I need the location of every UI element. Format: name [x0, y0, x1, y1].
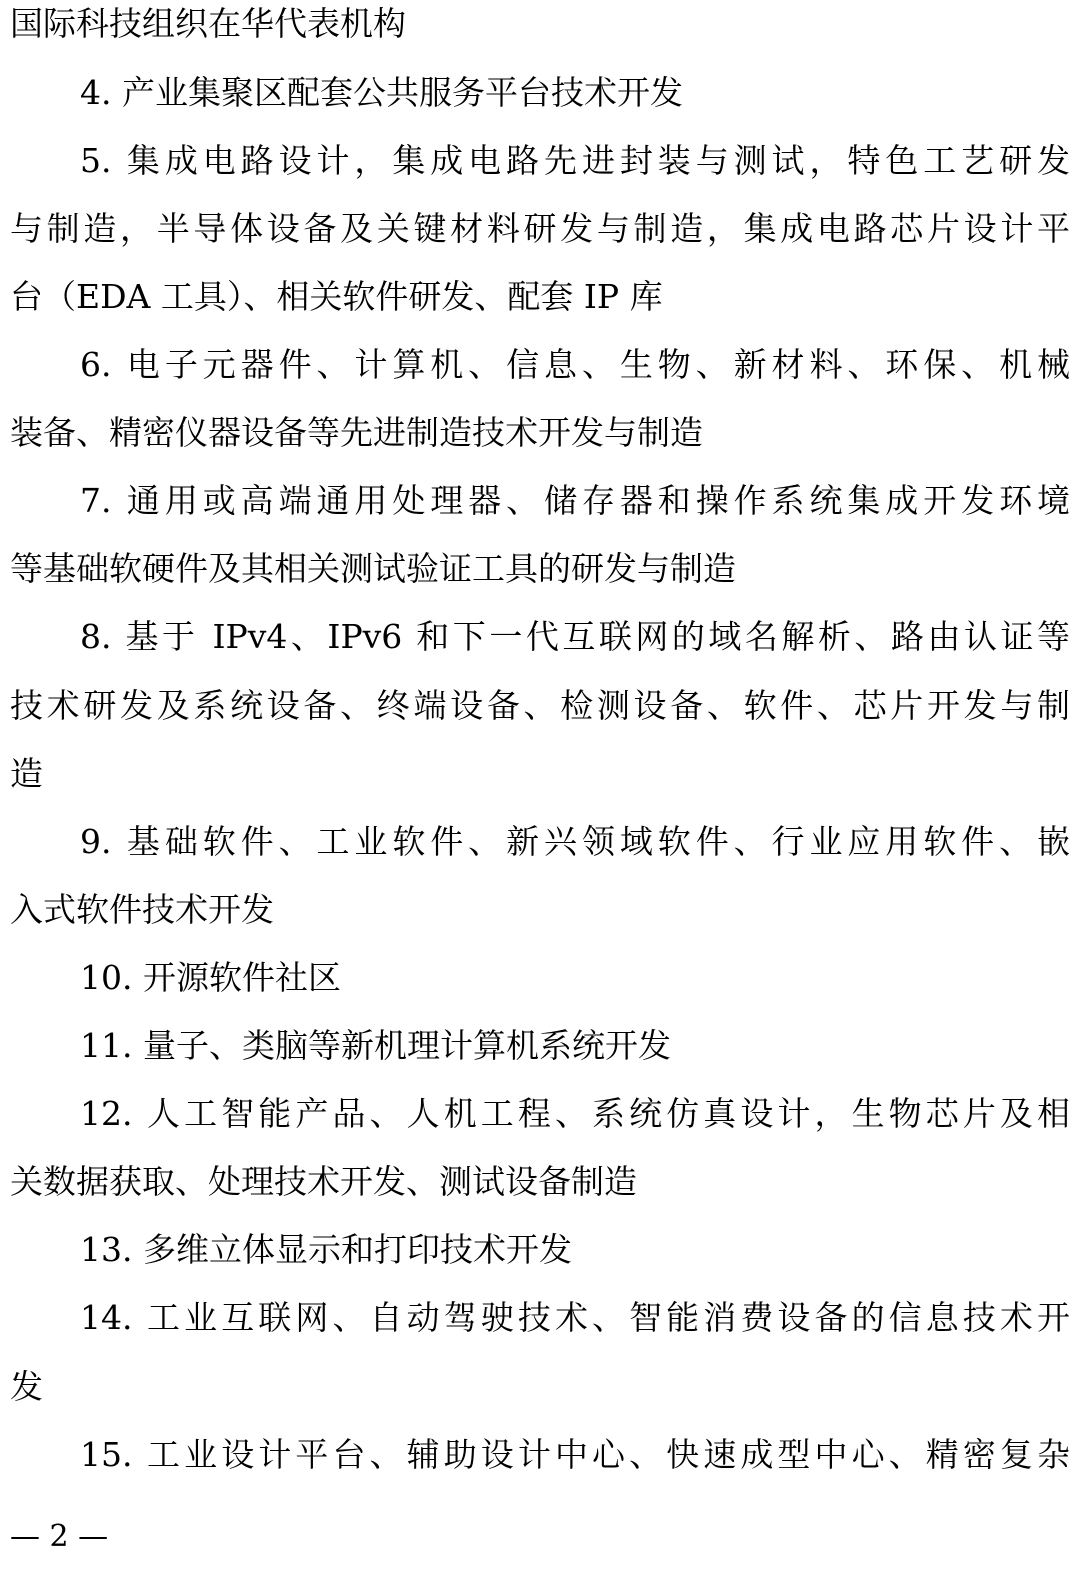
- text-line-14: 入式软件技术开发: [10, 890, 274, 929]
- text-line-3: 5. 集成电路设计，集成电路先进封装与测试，特色工艺研发: [80, 141, 1070, 180]
- text-line-8: 7. 通用或高端通用处理器、储存器和操作系统集成开发环境: [80, 481, 1070, 520]
- text-line-22: 15. 工业设计平台、辅助设计中心、快速成型中心、精密复杂: [80, 1435, 1070, 1474]
- text-line-16: 11. 量子、类脑等新机理计算机系统开发: [80, 1026, 671, 1065]
- text-line-7: 装备、精密仪器设备等先进制造技术开发与制造: [10, 413, 703, 452]
- text-line-1: 国际科技组织在华代表机构: [10, 4, 406, 43]
- text-line-10: 8. 基于 IPv4、IPv6 和下一代互联网的域名解析、路由认证等: [80, 617, 1070, 656]
- page-number: — 2 —: [10, 1519, 109, 1554]
- text-line-2: 4. 产业集聚区配套公共服务平台技术开发: [80, 73, 683, 112]
- text-line-6: 6. 电子元器件、计算机、信息、生物、新材料、环保、机械: [80, 345, 1070, 384]
- text-line-17: 12. 人工智能产品、人机工程、系统仿真设计，生物芯片及相: [80, 1094, 1070, 1133]
- text-line-21: 发: [10, 1367, 43, 1406]
- text-line-20: 14. 工业互联网、自动驾驶技术、智能消费设备的信息技术开: [80, 1298, 1070, 1337]
- text-line-5: 台（EDA 工具）、相关软件研发、配套 IP 库: [10, 277, 663, 316]
- text-line-11: 技术研发及系统设备、终端设备、检测设备、软件、芯片开发与制: [10, 686, 1070, 725]
- text-line-12: 造: [10, 754, 43, 793]
- text-line-18: 关数据获取、处理技术开发、测试设备制造: [10, 1162, 637, 1201]
- text-line-15: 10. 开源软件社区: [80, 958, 341, 997]
- text-line-13: 9. 基础软件、工业软件、新兴领域软件、行业应用软件、嵌: [80, 822, 1070, 861]
- text-line-9: 等基础软硬件及其相关测试验证工具的研发与制造: [10, 549, 736, 588]
- text-line-4: 与制造，半导体设备及关键材料研发与制造，集成电路芯片设计平: [10, 209, 1070, 248]
- text-line-19: 13. 多维立体显示和打印技术开发: [80, 1230, 572, 1269]
